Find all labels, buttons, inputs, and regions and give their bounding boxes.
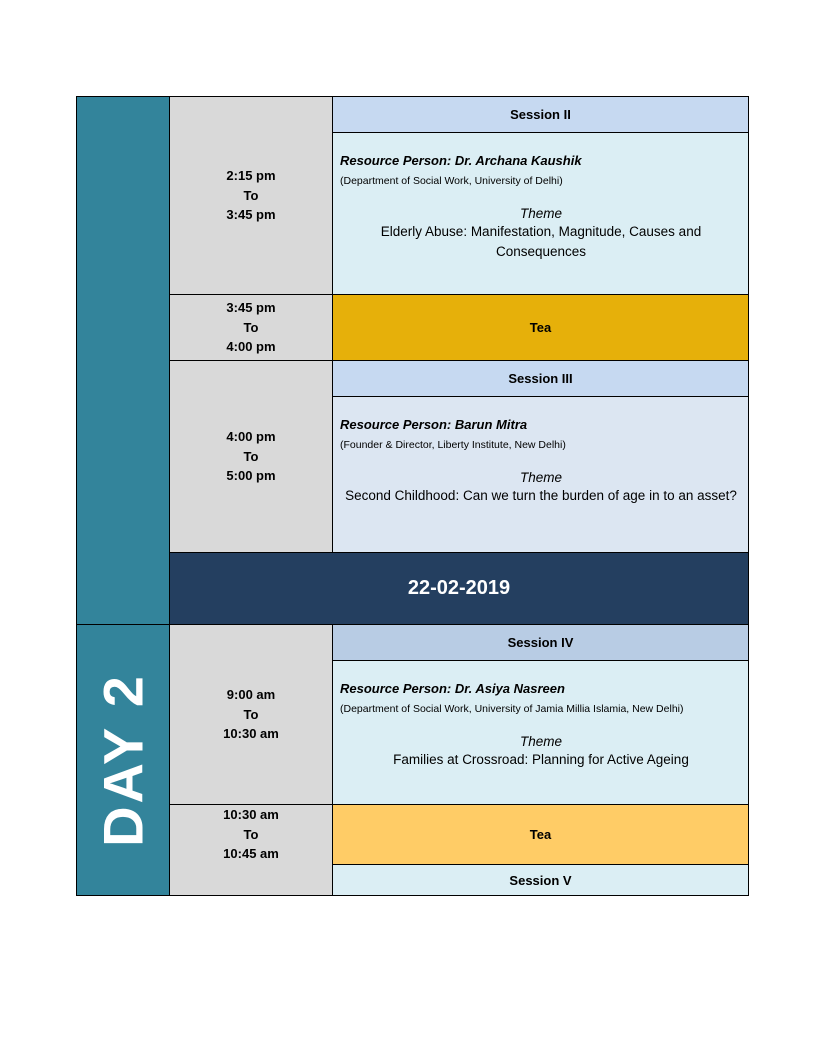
session-body (332, 396, 749, 553)
time-end: 3:45 pm (226, 207, 276, 223)
day-label: DAY 2 (91, 673, 155, 847)
time-end: 4:00 pm (226, 339, 276, 355)
time-start: 4:00 pm (226, 429, 276, 445)
tea-label: Tea (529, 320, 552, 335)
session-body (332, 132, 749, 295)
theme-label: Theme (519, 734, 563, 749)
resource-person: Resource Person: Barun Mitra (340, 417, 528, 432)
date-text: 22-02-2019 (407, 577, 511, 599)
session-body (332, 660, 749, 805)
session-title: Session III (508, 371, 573, 386)
affiliation: (Founder & Director, Liberty Institute, New Delhi) (340, 439, 566, 451)
session-title: Session V (509, 872, 572, 888)
time-start: 10:30 am (223, 807, 279, 822)
time-cell-session-3 (169, 360, 333, 553)
time-cell-session-4 (169, 624, 333, 805)
time-to: To (243, 319, 259, 335)
session-header (332, 96, 749, 133)
time-start: 3:45 pm (226, 300, 276, 316)
time-cell-tea-1 (169, 294, 333, 361)
theme-label: Theme (519, 470, 563, 485)
time-start: 9:00 am (226, 687, 276, 703)
session-header (332, 864, 749, 896)
time-end: 10:45 am (223, 846, 279, 861)
time-start: 2:15 pm (226, 168, 276, 184)
affiliation: (Department of Social Work, University of Jamia Millia Islamia, New Delhi) (340, 703, 684, 715)
theme-text: Families at Crossroad: Planning for Active Ageing (393, 752, 689, 767)
session-header (332, 360, 749, 397)
session-title: Session II (510, 107, 571, 122)
time-to: To (243, 826, 259, 842)
tea-break (332, 804, 749, 865)
theme-label: Theme (519, 206, 563, 221)
session-title: Session IV (507, 635, 574, 650)
tea-break (332, 294, 749, 361)
theme-text: Second Childhood: Can we turn the burden of age in to an asset? (345, 488, 737, 503)
affiliation: (Department of Social Work, University of Delhi) (340, 175, 563, 187)
time-to: To (243, 187, 259, 203)
session-header (332, 624, 749, 661)
tea-label: Tea (529, 827, 552, 842)
time-cell-tea-2 (169, 804, 333, 896)
time-end: 10:30 am (223, 726, 279, 742)
resource-person: Resource Person: Dr. Asiya Nasreen (340, 681, 565, 696)
time-end: 5:00 pm (226, 468, 276, 484)
resource-person: Resource Person: Dr. Archana Kaushik (340, 153, 582, 168)
sidebar-day1 (76, 96, 170, 625)
theme-text: Elderly Abuse: Manifestation, Magnitude, Causes and Consequences (380, 224, 702, 259)
sidebar-day2 (76, 624, 170, 896)
time-to: To (243, 706, 259, 722)
time-to: To (243, 448, 259, 464)
time-cell-session-2 (169, 96, 333, 295)
date-band (169, 552, 749, 625)
